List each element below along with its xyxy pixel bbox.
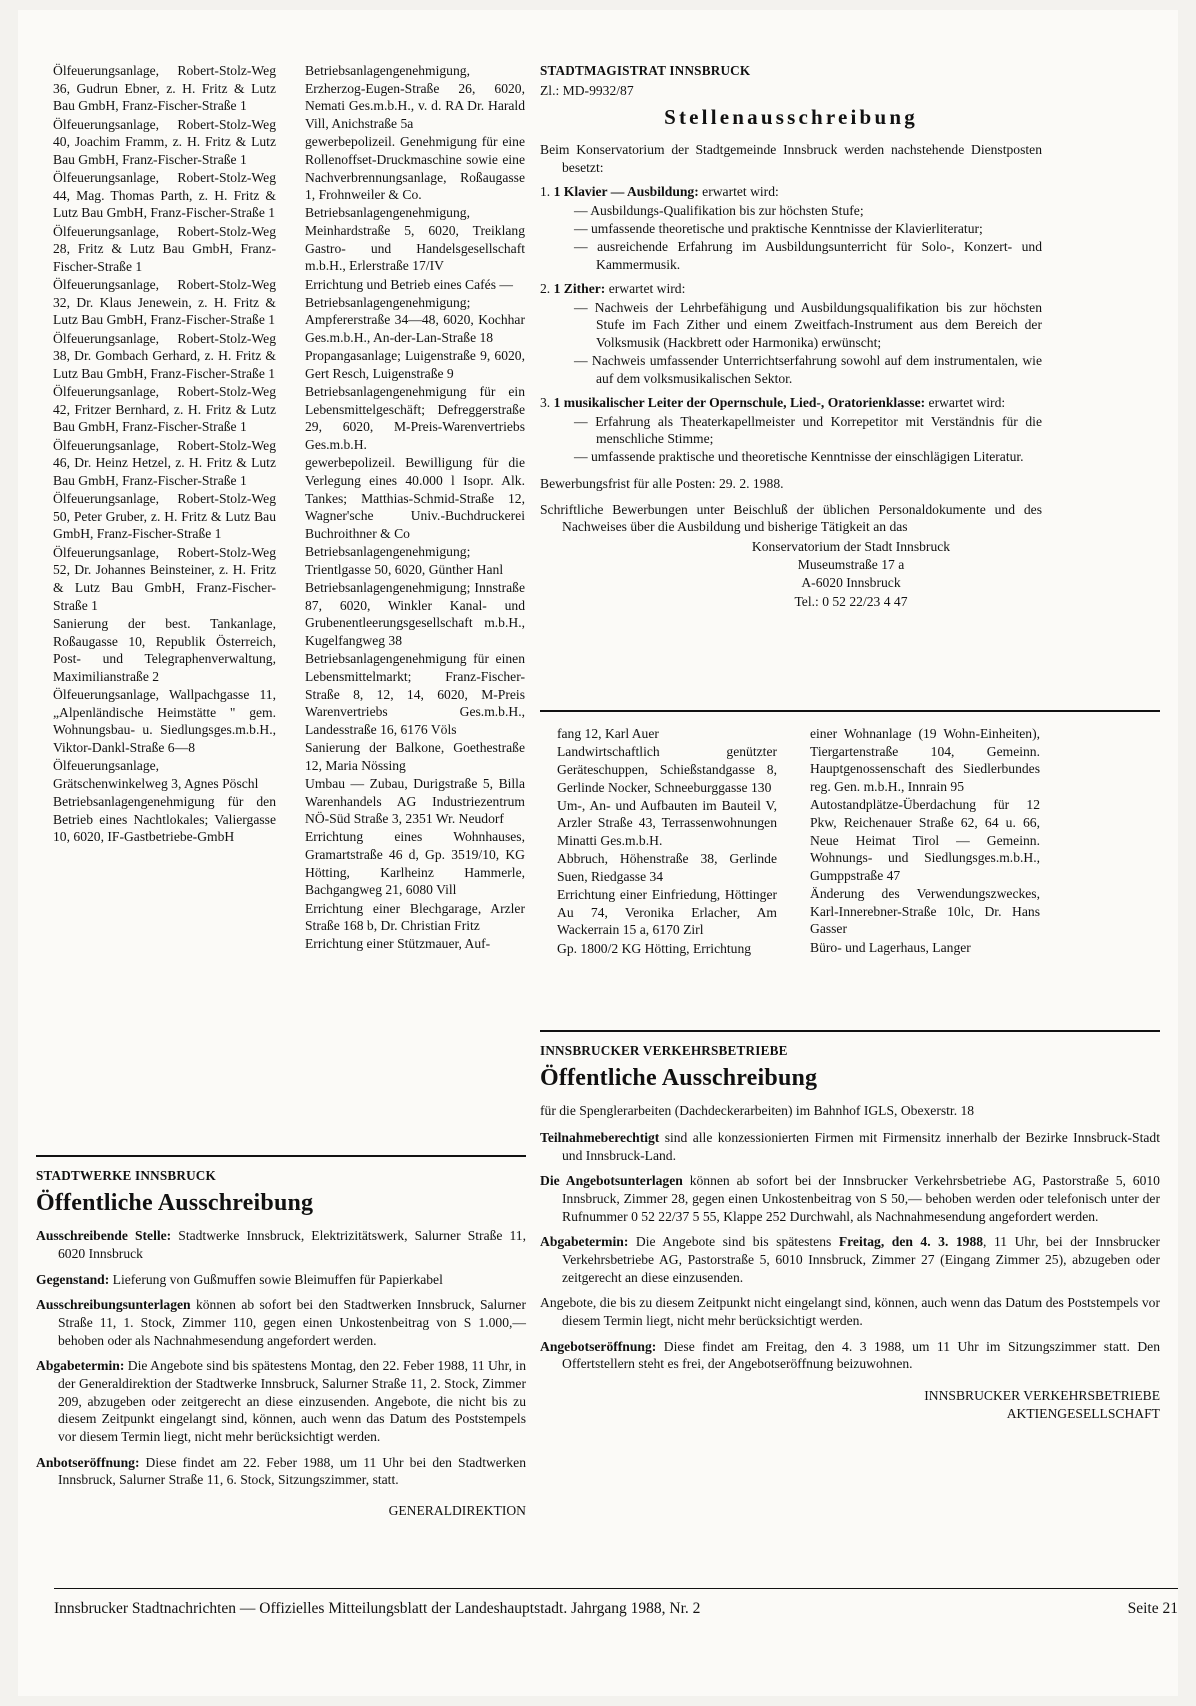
stadtwerke-title: Öffentliche Ausschreibung xyxy=(36,1190,314,1217)
tender-paragraph xyxy=(540,1233,1160,1286)
notice-entry: Landwirtschaftlich genützter Geräteschuppen, Schießstandgasse 8, Gerlinde Nocker, Schneeburggasse 130 xyxy=(557,744,777,795)
notice-entry: Abbruch, Höhenstraße 38, Gerlinde Suen, Riedgasse 34 xyxy=(557,851,777,884)
notice-entry: Betriebsanlagengenehmigung; Innstraße 87, 6020, Winkler Kanal- und Grubenentleerungsgesellschaft m.b.H., Kugelfangweg 38 xyxy=(305,579,525,648)
tender-paragraph-text: sind alle konzessionierten Firmen mit Firmensitz innerhalb der Bezirke Innsbruck-Stadt und Innsbruck-Land. xyxy=(562,1130,1160,1163)
document-sheet xyxy=(18,10,1178,1696)
tender-paragraph-text: können ab sofort bei der Innsbrucker Verkehrsbetriebe AG, Pastorstraße 5, 6010 Innsbruck, Zimmer 28, gegen einen Unkostenbeitrag von S 50,— behoben werden oder telefonisch unter der Rufnummer 0 52 22/37 5 55, Klappe 252 Durchwahl, als Nachnahmesendung angefordert werden. xyxy=(562,1173,1160,1224)
notice-entry: Ölfeuerungsanlage, Robert-Stolz-Weg 50, Peter Gruber, z. H. Fritz & Lutz Bau GmbH, Franz-Fischer-Straße 1 xyxy=(53,491,276,542)
address-line: Tel.: 0 52 22/23 4 47 xyxy=(794,593,908,609)
tender-paragraph xyxy=(540,1294,1160,1329)
job-item-bullet: — ausreichende Erfahrung im Ausbildungsunterricht für Solo-, Konzert- und Kammermusik. xyxy=(574,238,1042,272)
tender-paragraph-text: Die Angebote sind bis spätestens Montag, den 22. Feber 1988, 11 Uhr, in der Generaldirektion der Stadtwerke Innsbruck, Salurner Straße 11, 2. Stock, Zimmer 209, abzugeben oder zeitgerecht an diese einzusenden. Angebote, die nicht bis zu diesem Zeitpunkt eingelangt sind, können, auch wenn das Datum des Poststempels vor diesem Termin liegt, nicht mehr berücksichtigt werden. xyxy=(58,1358,526,1445)
footer-rule xyxy=(54,1588,1178,1589)
tender-paragraph xyxy=(36,1271,526,1289)
stadtwerke-header: STADTWERKE INNSBRUCK xyxy=(36,1168,216,1183)
stadtmagistrat-items xyxy=(540,183,1042,466)
job-item-subtitle: erwartet wird: xyxy=(925,395,1006,411)
page-number: Seite 21 xyxy=(1127,1600,1178,1617)
tender-paragraph-label: Anbotseröffnung: xyxy=(36,1454,140,1470)
notice-entry: gewerbepolizeil. Bewilligung für die Verlegung eines 40.000 l Isopr. Alk. Tankes; Matthias-Schmid-Straße 12, Wagner'sche Univ.-Buchdruckerei Buchroithner & Co xyxy=(305,455,525,541)
notice-entry: Ölfeuerungsanlage, Robert-Stolz-Weg 38, Dr. Gombach Gerhard, z. H. Fritz & Lutz Bau GmbH, Franz-Fischer-Straße 1 xyxy=(53,330,276,381)
notice-entry: Betriebsanlagengenehmigung; Trientlgasse 50, 6020, Günther Hanl xyxy=(305,544,504,577)
tender-paragraph xyxy=(36,1357,526,1445)
tender-paragraph-label: Ausschreibungsunterlagen xyxy=(36,1297,191,1313)
job-item-heading xyxy=(540,280,1042,298)
tender-paragraph-label: Ausschreibende Stelle: xyxy=(36,1228,172,1244)
footer-text: Innsbrucker Stadtnachrichten — Offizielles Mitteilungsblatt der Landeshauptstadt. Jahrgang 1988, Nr. 2 xyxy=(54,1600,701,1617)
notice-entry: Betriebsanlagengenehmigung, Meinhardstraße 5, 6020, Treiklang Gastro- und Handelsgesellschaft m.b.H., Erlerstraße 17/IV xyxy=(305,205,525,274)
notice-entry: Errichtung eines Wohnhauses, Gramartstraße 46 d, Gp. 3519/10, KG Hötting, Karlheinz Hammerle, Bachgangweg 21, 6080 Vill xyxy=(305,829,525,898)
job-item-title: 1 Klavier — Ausbildung: xyxy=(553,184,699,200)
job-item-heading xyxy=(540,394,1042,412)
stadtmagistrat-title: Stellenausschreibung xyxy=(664,104,918,129)
tender-paragraph-label: Teilnahmeberechtigt xyxy=(540,1130,660,1146)
tender-paragraph-text: Die Angebote sind bis spätestens xyxy=(628,1234,839,1250)
verkehrsbetriebe-signature-2: AKTIENGESELLSCHAFT xyxy=(1006,1405,1160,1421)
column-one xyxy=(36,62,276,847)
notice-entry: Gp. 1800/2 KG Hötting, Errichtung xyxy=(557,940,752,956)
job-item-bullet: — Ausbildungs-Qualifikation bis zur höchsten Stufe; xyxy=(574,202,864,218)
verkehrsbetriebe-header: INNSBRUCKER VERKEHRSBETRIEBE xyxy=(540,1043,788,1058)
job-item-heading xyxy=(540,183,1042,201)
stadtmagistrat-closing: Schriftliche Bewerbungen unter Beischluß der üblichen Personaldokumente und des Nachweises über die Ausbildung und bisherige Tätigkeit an das xyxy=(540,501,1042,535)
notice-entry: Ölfeuerungsanlage, Robert-Stolz-Weg 32, Dr. Klaus Jenewein, z. H. Fritz & Lutz Bau GmbH, Franz-Fischer-Straße 1 xyxy=(53,277,276,328)
notice-entry: Errichtung einer Einfriedung, Höttinger Au 74, Veronika Erlacher, Am Wackerrain 15 a, 6170 Zirl xyxy=(557,887,777,938)
tender-paragraph-label: Angebotseröffnung: xyxy=(540,1338,657,1354)
notice-entry: Errichtung einer Stützmauer, Auf- xyxy=(305,936,491,952)
notice-entry: Ölfeuerungsanlage, Robert-Stolz-Weg 40, Joachim Framm, z. H. Fritz & Lutz Bau GmbH, Franz-Fischer-Straße 1 xyxy=(53,116,276,167)
job-item-title: 1 musikalischer Leiter der Opernschule, Lied-, Oratorienklasse: xyxy=(553,395,926,411)
address-line: Museumstraße 17 a xyxy=(797,557,905,573)
notice-entry: Umbau — Zubau, Durigstraße 5, Billa Warenhandels AG Industriezentrum NÖ-Süd Straße 3, 2351 Wr. Neudorf xyxy=(305,775,525,827)
tender-paragraph-text-2: , 11 Uhr, bei der Innsbrucker Verkehrsbetriebe AG, Pastorstraße 5, 6010 Innsbruck, Zimmer 27 (Eingang Zimmer 25), abzugeben oder zeitgerecht an diese einzusenden. xyxy=(562,1234,1160,1285)
notice-entry: Errichtung einer Blechgarage, Arzler Straße 168 b, Dr. Christian Fritz xyxy=(305,900,525,934)
notice-entry: Ölfeuerungsanlage, Robert-Stolz-Weg 44, Mag. Thomas Parth, z. H. Fritz & Lutz Bau GmbH, Franz-Fischer-Straße 1 xyxy=(53,170,276,221)
stadtmagistrat-deadline: Bewerbungsfrist für alle Posten: 29. 2. 1988. xyxy=(540,476,784,492)
tender-paragraph-text: Angebote, die bis zu diesem Zeitpunkt nicht eingelangt sind, können, auch wenn das Datum des Poststempels vor diesem Termin liegt, nicht mehr berücksichtigt werden. xyxy=(540,1295,1160,1329)
tender-paragraph xyxy=(36,1227,526,1262)
divider-rule-verkehrsbetriebe xyxy=(540,1030,1160,1032)
notice-entry: Sanierung der Balkone, Goethestraße 12, Maria Nössing xyxy=(305,740,525,773)
notice-entry: Ölfeuerungsanlage, Robert-Stolz-Weg 52, Dr. Johannes Beinsteiner, z. H. Fritz & Lutz Bau GmbH, Franz-Fischer-Straße 1 xyxy=(53,544,276,613)
job-item-number: 2. xyxy=(540,281,554,297)
notice-entry: Betriebsanlagengenehmigung; Ampfererstraße 34—48, 6020, Kochhar Ges.m.b.H., An-der-Lan-Straße 18 xyxy=(305,294,525,346)
tender-paragraph xyxy=(540,1129,1160,1164)
notice-entry: Propangasanlage; Luigenstraße 9, 6020, Gert Resch, Luigenstraße 9 xyxy=(305,348,525,381)
job-item-bullet: — umfassende praktische und theoretische Kenntnisse der einschlägigen Literatur. xyxy=(574,449,1024,465)
job-item-bullet: — umfassende theoretische und praktische Kenntnisse der Klavierliteratur; xyxy=(574,220,983,236)
tender-paragraph-text: Lieferung von Gußmuffen sowie Bleimuffen für Papierkabel xyxy=(109,1271,443,1287)
verkehrsbetriebe-title: Öffentliche Ausschreibung xyxy=(540,1065,818,1092)
tender-paragraph-label: Gegenstand: xyxy=(36,1271,110,1287)
tender-paragraph-label: Abgabetermin: xyxy=(540,1234,629,1250)
column-three xyxy=(540,725,777,958)
notice-entry: Ölfeuerungsanlage, Robert-Stolz-Weg 36, Gudrun Ebner, z. H. Fritz & Lutz Bau GmbH, Franz-Fischer-Straße 1 xyxy=(53,63,276,114)
notice-entry: Betriebsanlagengenehmigung für den Betrieb eines Nachtlokales; Valiergasse 10, 6020, IF-Gastbetriebe-GmbH xyxy=(53,794,276,845)
tender-paragraph-emphasis: Freitag, den 4. 3. 1988 xyxy=(838,1234,984,1250)
page-footer xyxy=(54,1600,1178,1618)
notice-entry: Ölfeuerungsanlage, Wallpachgasse 11, „Alpenländische Heimstätte " gem. Wohnungsbau- u. Siedlungsges.m.b.H., Viktor-Dankl-Straße 6—8 xyxy=(53,687,276,756)
verkehrsbetriebe-block xyxy=(540,1042,1160,1422)
notice-entry: Änderung des Verwendungszweckes, Karl-Innerebner-Straße 10lc, Dr. Hans Gasser xyxy=(810,886,1040,937)
tender-paragraph-label: Abgabetermin: xyxy=(36,1358,125,1374)
verkehrsbetriebe-signature-1: INNSBRUCKER VERKEHRSBETRIEBE xyxy=(924,1388,1160,1404)
notice-entry: Autostandplätze-Überdachung für 12 Pkw, Reichenauer Straße 62, 64 u. 66, Neue Heimat Tirol — Gemeinn. Wohnungs- und Siedlungsges.m.b.H., Gumppstraße 47 xyxy=(810,797,1040,883)
divider-rule-stadtmagistrat xyxy=(540,710,1160,712)
tender-paragraph-label: Die Angebotsunterlagen xyxy=(540,1173,683,1189)
stadtmagistrat-zl: Zl.: MD-9932/87 xyxy=(540,83,634,99)
stadtmagistrat-block xyxy=(540,62,1042,611)
notice-entry: Sanierung der best. Tankanlage, Roßaugasse 10, Republik Österreich, Post- und Telegraphenverwaltung, Maximilianstraße 2 xyxy=(53,615,276,684)
stadtmagistrat-header: STADTMAGISTRAT INNSBRUCK xyxy=(540,63,751,78)
stadtmagistrat-address xyxy=(540,538,1042,610)
notice-entry: einer Wohnanlage (19 Wohn-Einheiten), Tiergartenstraße 104, Gemeinn. Hauptgenossenschaft des Siedlerbundes reg. Gen. m.b.H., Innrain 95 xyxy=(810,726,1040,795)
notice-entry: Ölfeuerungsanlage, Robert-Stolz-Weg 42, Fritzer Bernhard, z. H. Fritz & Lutz Bau GmbH, Franz-Fischer-Straße 1 xyxy=(53,384,276,435)
job-item-bullet: — Nachweis umfassender Unterrichtserfahrung sowohl auf dem instrumentalen, wie auf dem volksmusikalischen Sektor. xyxy=(574,353,1042,386)
job-item-number: 3. xyxy=(540,395,554,411)
tender-paragraph xyxy=(540,1172,1160,1225)
notice-entry: Errichtung und Betrieb eines Cafés — xyxy=(305,276,514,292)
tender-paragraph-text: Diese findet am 22. Feber 1988, um 11 Uhr bei den Stadtwerken Innsbruck, Salurner Straße 11, 6. Stock, Sitzungszimmer, statt. xyxy=(58,1454,526,1488)
tender-paragraph-text: Stadtwerke Innsbruck, Elektrizitätswerk, Salurner Straße 11, 6020 Innsbruck xyxy=(58,1228,527,1262)
notice-entry: Betriebsanlagengenehmigung für ein Lebensmittelgeschäft; Defreggerstraße 29, 6020, M-Preis-Warenvertriebs Ges.m.b.H. xyxy=(305,384,525,453)
notice-entry: Betriebsanlagengenehmigung, Erzherzog-Eugen-Straße 26, 6020, Nemati Ges.m.b.H., v. d. RA Dr. Harald Vill, Anichstraße 5a xyxy=(305,63,525,132)
verkehrsbetriebe-paragraphs xyxy=(540,1129,1160,1373)
job-item-bullet: — Erfahrung als Theaterkapellmeister und Korrepetitor mit Verständnis für die menschliche Stimme; xyxy=(574,413,1042,447)
divider-rule-stadtwerke xyxy=(36,1155,526,1157)
tender-paragraph xyxy=(36,1454,526,1489)
notice-entry: Ölfeuerungsanlage, Robert-Stolz-Weg 28, Fritz & Lutz Bau GmbH, Franz-Fischer-Straße 1 xyxy=(53,223,276,274)
tender-paragraph-text: Diese findet am Freitag, den 4. 3 1988, um 11 Uhr im Sitzungszimmer statt. Den Offertstellern steht es frei, der Angebotseröffnung beizuwohnen. xyxy=(562,1338,1160,1372)
notice-entry: Büro- und Lagerhaus, Langer xyxy=(810,939,971,955)
stadtwerke-paragraphs xyxy=(36,1227,526,1489)
job-item-number: 1. xyxy=(540,184,554,200)
job-item-bullet: — Nachweis der Lehrbefähigung und Ausbildungsqualifikation bis zur höchsten Stufe im Fach Zither und einem Zweitfach-Instrument aus dem Bereich der Volksmusik (Hackbrett oder Harmonika) erwünscht; xyxy=(574,299,1042,350)
tender-paragraph xyxy=(540,1338,1160,1373)
notice-entry: Betriebsanlagengenehmigung für einen Lebensmittelmarkt; Franz-Fischer-Straße 8, 12, 14, 6020, M-Preis Warenvertriebs Ges.m.b.H., Landesstraße 16, 6176 Völs xyxy=(305,651,525,737)
job-item-subtitle: erwartet wird: xyxy=(698,184,779,200)
column-two xyxy=(288,62,525,954)
tender-paragraph xyxy=(36,1296,526,1349)
address-line: Konservatorium der Stadt Innsbruck xyxy=(751,539,951,555)
job-item-subtitle: erwartet wird: xyxy=(605,281,686,297)
notice-entry: fang 12, Karl Auer xyxy=(557,726,659,741)
stadtwerke-block xyxy=(36,1167,526,1520)
address-line: A-6020 Innsbruck xyxy=(801,575,901,591)
notice-entry: gewerbepolizeil. Genehmigung für eine Rollenoffset-Druckmaschine sowie eine Nachverbrennungsanlage, Roßaugasse 1, Frohnweiler & Co. xyxy=(305,134,525,203)
stadtwerke-signature: GENERALDIREKTION xyxy=(388,1503,526,1519)
notice-entry: Ölfeuerungsanlage, Grätschenwinkelweg 3, Agnes Pöschl xyxy=(53,758,259,791)
stadtmagistrat-intro: Beim Konservatorium der Stadtgemeinde Innsbruck werden nachstehende Dienstposten besetzt: xyxy=(540,142,1042,175)
notice-entry: Ölfeuerungsanlage, Robert-Stolz-Weg 46, Dr. Heinz Hetzel, z. H. Fritz & Lutz Bau GmbH, Franz-Fischer-Straße 1 xyxy=(53,437,276,488)
verkehrsbetriebe-subtitle: für die Spenglerarbeiten (Dachdeckerarbeiten) im Bahnhof IGLS, Obexerstr. 18 xyxy=(540,1103,975,1119)
job-item-title: 1 Zither: xyxy=(553,281,606,297)
column-four xyxy=(793,725,1040,957)
tender-paragraph-text: können ab sofort bei den Stadtwerken Innsbruck, Salurner Straße 11, 1. Stock, Zimmer 110, gegen einen Unkostenbeitrag von S 1.000,— behoben oder als Nachnahmesendung angefordert werden. xyxy=(58,1297,526,1348)
notice-entry: Um-, An- und Aufbauten im Bauteil V, Arzler Straße 43, Terrassenwohnungen Minatti Ges.m.b.H. xyxy=(557,797,777,849)
